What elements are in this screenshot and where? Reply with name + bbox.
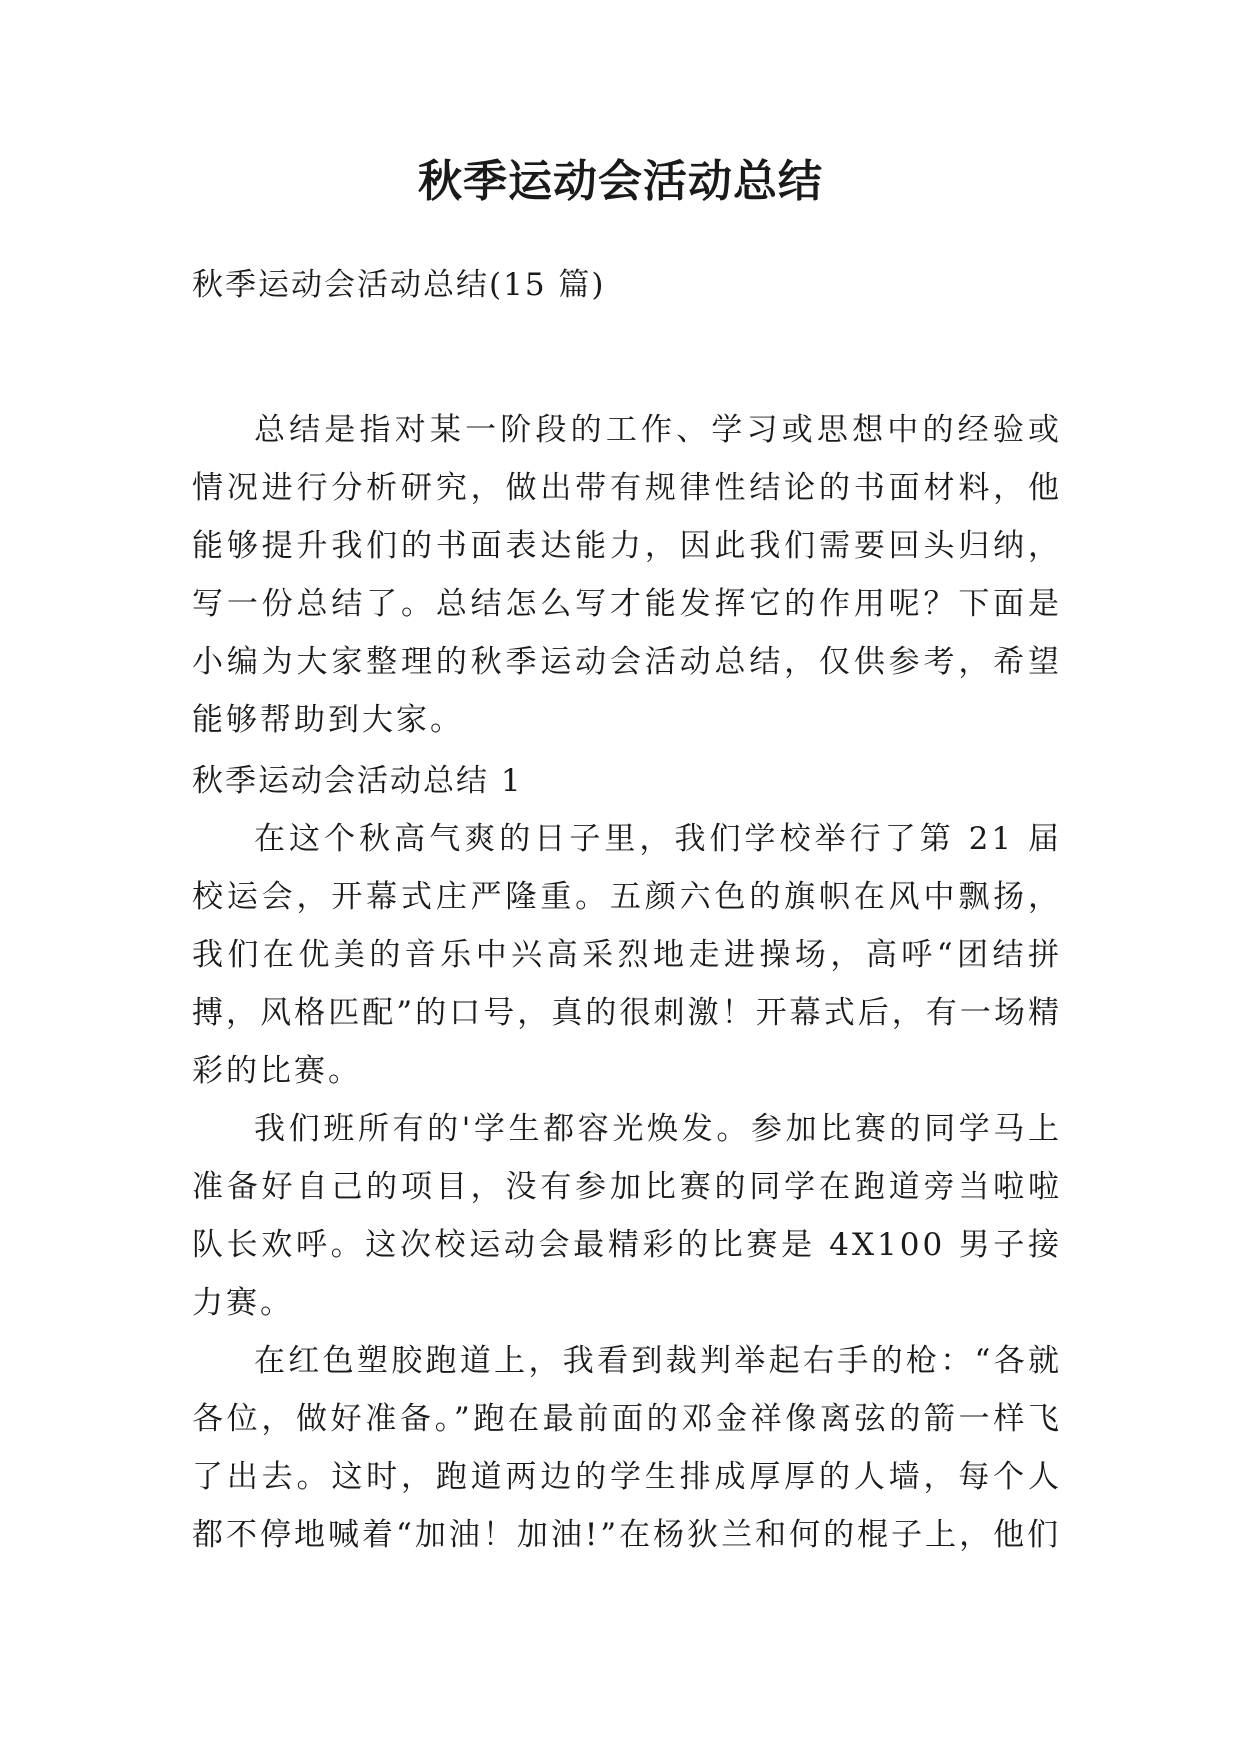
document-subtitle: 秋季运动会活动总结(15 篇): [192, 267, 606, 303]
section-body: [192, 810, 1062, 1564]
intro-paragraph: 总结是指对某一阶段的工作、学习或思想中的经验或情况进行分析研究，做出带有规律性结论的书面材料，他能够提升我们的书面表达能力，因此我们需要回头归纳，写一份总结了。总结怎么写才能发挥它的作用呢？下面是小编为大家整理的秋季运动会活动总结，仅供参考，希望能够帮助到大家。: [192, 412, 1062, 738]
body-paragraph: 我们班所有的'学生都容光焕发。参加比赛的同学马上准备好自己的项目，没有参加比赛的同学在跑道旁当啦啦队长欢呼。这次校运动会最精彩的比赛是 4X100 男子接力赛。: [192, 1111, 1062, 1321]
section-heading: 秋季运动会活动总结 1: [192, 763, 523, 799]
body-paragraph: 在这个秋高气爽的日子里，我们学校举行了第 21 届校运会，开幕式庄严隆重。五颜六色的旗帜在风中飘扬，我们在优美的音乐中兴高采烈地走进操场，高呼“团结拼搏，风格匹配”的口号，真的很刺激！开幕式后，有一场精彩的比赛。: [192, 821, 1062, 1089]
intro-section: [192, 401, 1062, 749]
document-title: 秋季运动会活动总结: [418, 156, 823, 207]
body-paragraph: 在红色塑胶跑道上，我看到裁判举起右手的枪：“各就各位，做好准备。”跑在最前面的邓金祥像离弦的箭一样飞了出去。这时，跑道两边的学生排成厚厚的人墙，每个人都不停地喊着“加油！加油!”在杨狄兰和何的棍子上，他们: [192, 1343, 1062, 1553]
